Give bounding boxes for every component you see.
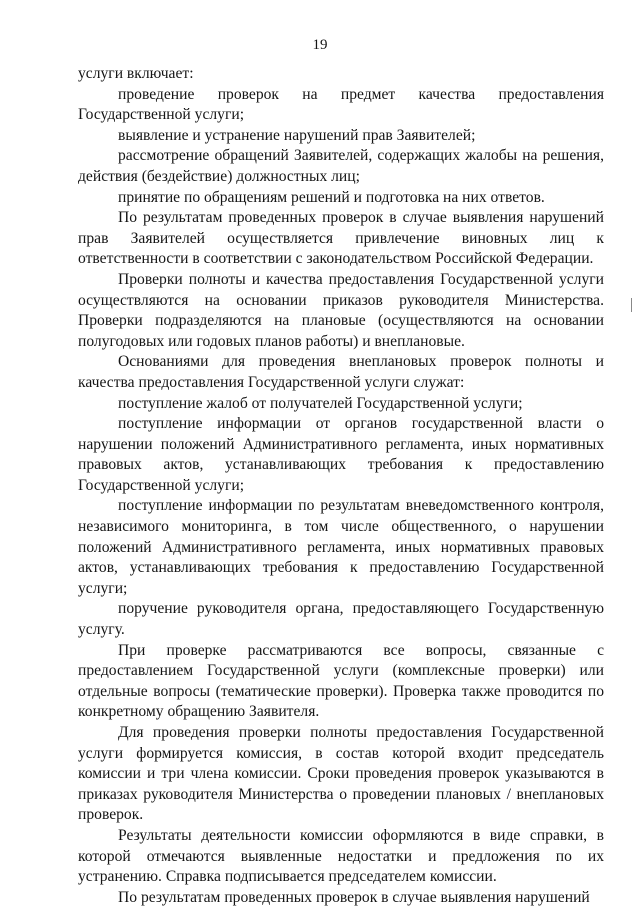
paragraph-list-item: выявление и устранение нарушений прав Заявителей; <box>118 126 476 144</box>
paragraph: По результатам проведенных проверок в случае выявления нарушений прав Заявителей осуществляется привлечение виновных лиц к ответственности в соответствии с законодательством Российской Федерации. <box>78 209 604 268</box>
document-text <box>78 64 604 908</box>
paragraph: Результаты деятельности комиссии оформляются в виде справки, в которой отмечаются выявленные недостатки и предложения по их устранению. Справка подписывается председателем комиссии. <box>78 826 604 886</box>
paragraph-intro: услуги включает: <box>78 65 194 82</box>
scan-margin-mark <box>631 298 632 312</box>
paragraph: При проверке рассматриваются все вопросы, связанные с предоставлением Государственной услуги (комплексные проверки) или отдельные вопросы (тематические проверки). Проверка также проводится по конкретному обращению Заявителя. <box>78 641 604 721</box>
paragraph-list-item: поступление информации по результатам вневедомственного контроля, независимого мониторинга, в том числе общественного, о нарушении положений Административного регламента, иных нормативных правовых актов, устанавливающих требования к предоставлению Государственной услуги; <box>78 497 604 597</box>
paragraph-list-item: принятие по обращениям решений и подготовка на них ответов. <box>118 188 545 206</box>
paragraph-list-item: поступление информации от органов государственной власти о нарушении положений Административного регламента, иных нормативных правовых актов, устанавливающих требования к предоставлению Государственной услуги; <box>78 415 604 494</box>
paragraph: Для проведения проверки полноты предоставления Государственной услуги формируется комиссия, в состав которой входит председатель комиссии и три члена комиссии. Сроки проведения проверок указываются в приказах руководителя Министерства о проведении плановых / внеплановых проверок. <box>78 724 604 824</box>
paragraph: Основаниями для проведения внеплановых проверок полноты и качества предоставления Государственной услуги служат: <box>78 353 604 391</box>
paragraph: Проверки полноты и качества предоставления Государственной услуги осуществляются на основании приказов руководителя Министерства. Проверки подразделяются на плановые (осуществляются на основании полугодовых или годовых планов работы) и внеплановые. <box>78 270 604 350</box>
paragraph-list-item: рассмотрение обращений Заявителей, содержащих жалобы на решения, действия (бездействие) должностных лиц; <box>78 147 604 185</box>
paragraph: По результатам проведенных проверок в случае выявления нарушений <box>118 888 590 906</box>
page-number: 19 <box>312 37 328 53</box>
paragraph-list-item: проведение проверок на предмет качества предоставления Государственной услуги; <box>78 85 604 124</box>
paragraph-list-item: поступление жалоб от получателей Государственной услуги; <box>118 394 523 412</box>
paragraph-list-item: поручение руководителя органа, предоставляющего Государственную услугу. <box>78 600 604 639</box>
